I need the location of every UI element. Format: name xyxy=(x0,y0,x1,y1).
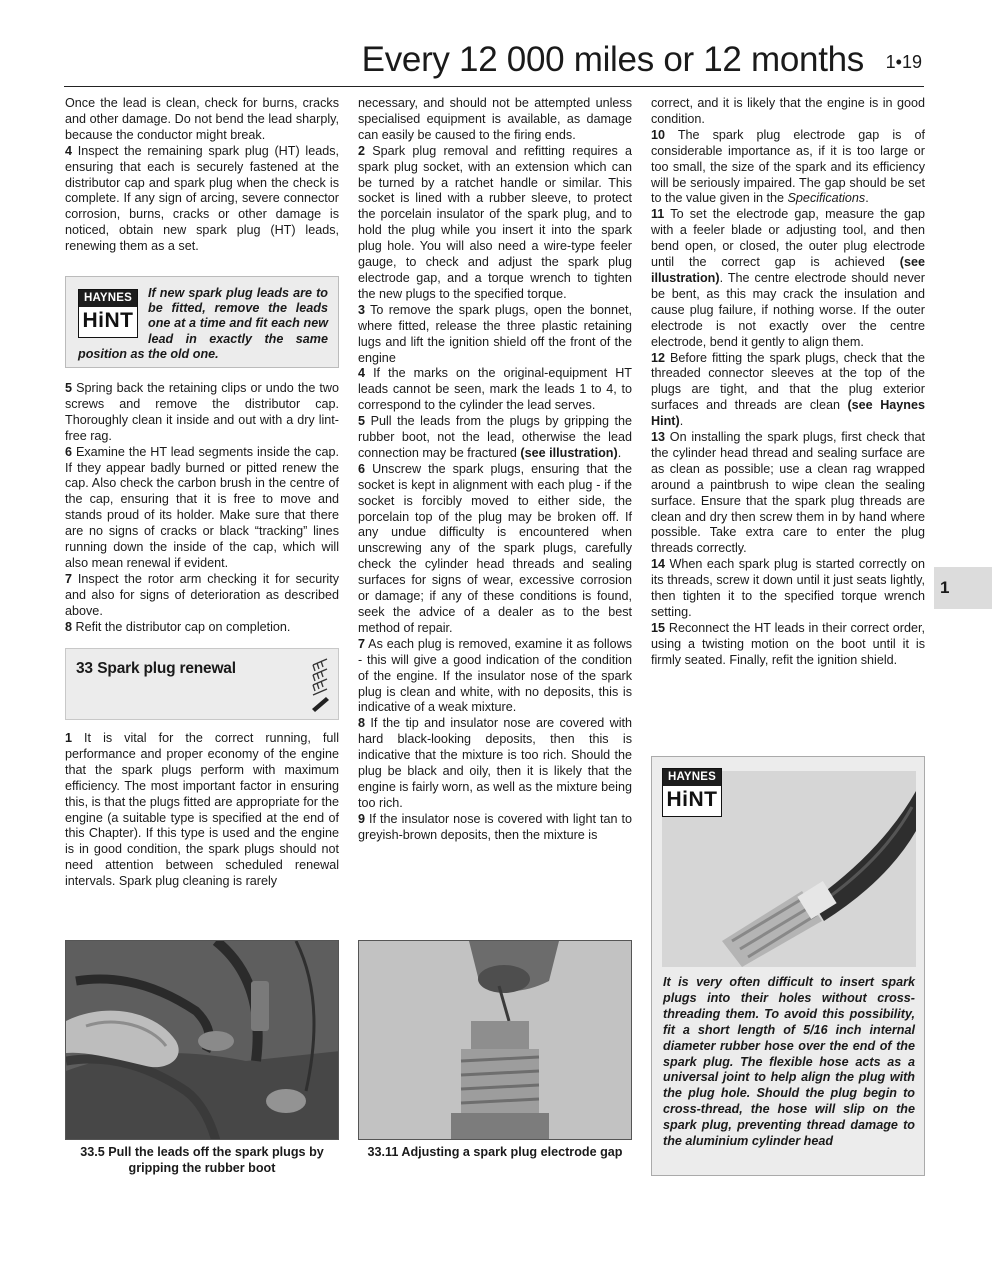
paragraph-text: It is vital for the correct running, full performance and proper economy of the engine that the spark plugs perform with maximum efficiency. The most important factor in ensuring this, is that the plugs fitted are appropriate for the engine (a suitable type is specified at the end of this Chapter). If this type is used and the engine is in good condition, the spark plugs should not need attention between scheduled renewal intervals. Spark plug cleaning is rarely xyxy=(65,731,339,889)
hint-logo-brand: HAYNES xyxy=(663,769,721,786)
paragraph-text: On installing the spark plugs, first check that the cylinder head thread and sealing surface are as clean as possible; use a clean rag wrapped around a paintbrush to wipe clean the sealing surface. Ensure that the spark plug threads are clean and dry then screw them in by hand where possible. Take extra care to enter the plug threads correctly. xyxy=(651,430,925,556)
column-1-middle xyxy=(65,381,339,636)
step-number: 5 xyxy=(358,414,366,429)
step-number: 7 xyxy=(358,636,366,651)
paragraph-text: The spark plug electrode gap is of considerable importance as, if it is too large or too small, the size of the spark and its efficiency will be seriously impaired. The gap should be set to the value given in the xyxy=(651,127,925,206)
step-number: 13 xyxy=(651,430,666,445)
hint-text: It is very often difficult to insert spark plugs into their holes without cross-threading them. To avoid this possibility, fit a short length of 5/16 inch internal diameter rubber hose over the end of the spark plug. The flexible hose acts as a universal joint to help align the plug with the plug hole. Should the plug begin to cross-thread, the hose will slip on the spark plug, preventing thread damage to the aluminium cylinder head xyxy=(663,975,915,1149)
step-number: 2 xyxy=(358,143,366,158)
paragraph-text: Unscrew the spark plugs, ensuring that the socket is kept in alignment with each plug - if the socket is forcibly moved to either side, the porcelain top of the plug may be broken off. If any undue difficulty is encountered when unscrewing any of the spark plugs, carefully check the cylinder head threads and sealing surfaces for signs of wear, excessive corrosion or damage; if any of these conditions is found, seek the advice of a dealer as to the best method of repair. xyxy=(358,461,632,635)
column-1-top xyxy=(65,96,339,255)
illustration-reference: (see illustration) xyxy=(520,445,618,460)
paragraph-text: Reconnect the HT leads in their correct order, using a twisting motion on the boot until it is firmly seated. Finally, refit the ignition shield. xyxy=(651,620,925,667)
page-header xyxy=(64,38,924,87)
page-title: Every 12 000 miles or 12 months xyxy=(361,40,864,79)
photo-electrode-gap xyxy=(358,940,632,1140)
haynes-hint-logo xyxy=(662,768,722,817)
hint-logo-word: HiNT xyxy=(666,788,718,811)
paragraph-text: correct, and it is likely that the engine is in good condition. xyxy=(651,96,925,126)
haynes-hint-panel xyxy=(651,756,925,1176)
section-title: Spark plug renewal xyxy=(97,660,236,677)
paragraph-text: If the marks on the original-equipment HT leads cannot be seen, mark the leads 1 to 4, to correspond to the cylinder the lead serves. xyxy=(358,366,632,413)
step-number: 8 xyxy=(358,716,366,731)
paragraph-4 xyxy=(65,144,339,255)
paragraph-text: . The centre electrode should never be bent, as this may crack the insulation and cause plug failure, if nothing worse. If the outer electrode is not exactly over the centre electrode, bend it gently to align them. xyxy=(651,270,925,349)
paragraph-5 xyxy=(65,381,339,445)
paragraph-text: Once the lead is clean, check for burns, cracks and other damage. Do not bend the lead sharply, because the conductor might break. xyxy=(65,96,339,142)
step-number: 5 xyxy=(65,381,73,395)
difficulty-spanner-icon xyxy=(309,657,333,713)
chapter-tab: 1 xyxy=(934,567,992,609)
paragraph-text: necessary, and should not be attempted unless specialised equipment is available, as damage can easily be caused to the firing ends. xyxy=(358,96,632,142)
haynes-hint-logo xyxy=(78,289,138,338)
page-number: 1•19 xyxy=(885,52,922,72)
step-number: 4 xyxy=(358,366,366,381)
step-number: 6 xyxy=(358,461,366,476)
paragraph-text: Refit the distributor cap on completion. xyxy=(75,619,291,634)
paragraph-text: . xyxy=(865,191,869,206)
step-number: 7 xyxy=(65,571,73,586)
column-3 xyxy=(651,96,925,669)
paragraph-text: To remove the spark plugs, open the bonnet, where fitted, release the three plastic retaining lugs and lift the ignition shield off the front of the engine xyxy=(358,302,632,365)
paragraph-continued xyxy=(651,96,925,128)
step-number: 14 xyxy=(651,557,666,572)
paragraph-text: Inspect the remaining spark plug (HT) leads, ensuring that each is securely fastened at the distributor cap and spark plug when the check is complete. If any sign of arcing, severe connector corrosion, burns, cracks or other damage is noticed, obtain new spark plug (HT) leads, renewing them as a set. xyxy=(65,143,340,254)
engine-leads-illustration xyxy=(66,941,339,1140)
paragraph-continued xyxy=(358,96,632,144)
paragraph-6 xyxy=(65,445,339,572)
step-number: 8 xyxy=(65,619,73,634)
hint-text: If new spark plug leads are to be fitted, remove the leads one at a time and fit each new lead in exactly the same position as the old one. xyxy=(78,286,328,361)
paragraph-11 xyxy=(651,207,925,350)
paragraph-text: Spring back the retaining clips or undo the two screws and remove the distributor cap. Thoroughly clean it inside and out with a dry lint-free rag. xyxy=(65,381,340,443)
paragraph-14 xyxy=(651,557,925,621)
paragraph-10 xyxy=(651,128,925,208)
figure-caption: 33.5 Pull the leads off the spark plugs by gripping the rubber boot xyxy=(80,1145,324,1175)
paragraph-text: To set the electrode gap, measure the gap with a feeler blade or adjusting tool, and then bend open, or closed, the outer plug electrode until the correct gap is achieved xyxy=(651,207,925,270)
paragraph-6 xyxy=(358,462,632,637)
hint-logo-brand: HAYNES xyxy=(79,290,137,307)
paragraph-12 xyxy=(651,351,925,431)
step-number: 6 xyxy=(65,444,73,459)
paragraph-1 xyxy=(65,731,339,890)
specifications-reference: Specifications xyxy=(787,191,866,206)
paragraph-text: Before fitting the spark plugs, check that the threaded connector sleeves at the top of the plugs are tight, and that the plug exterior surfaces and threads are clean xyxy=(651,350,925,413)
photo-pull-leads xyxy=(65,940,339,1140)
step-number: 9 xyxy=(358,811,366,826)
paragraph-3 xyxy=(358,303,632,367)
paragraph-7 xyxy=(358,637,632,717)
paragraph-2 xyxy=(358,144,632,303)
paragraph-text: Inspect the rotor arm checking it for security and also for signs of deterioration as described above. xyxy=(65,571,339,618)
step-number: 4 xyxy=(65,143,73,158)
paragraph-text: . xyxy=(679,414,684,429)
paragraph-15 xyxy=(651,621,925,669)
paragraph-8 xyxy=(358,716,632,811)
paragraph-5 xyxy=(358,414,632,462)
paragraph-text: When each spark plug is started correctly on its threads, screw it down until it just seats lightly, then tighten it to the specified torque wrench setting. xyxy=(651,557,925,619)
spark-plug-gap-illustration xyxy=(359,941,632,1140)
illustration-reference: (see illustration) xyxy=(651,255,925,285)
paragraph-4 xyxy=(358,366,632,414)
column-2 xyxy=(358,96,632,844)
paragraph-text: Examine the HT lead segments inside the cap. If they appear badly burned or pitted renew the cap. Also check the carbon brush in the centre of the cap, ensuring that it is free to move and stands proud of its holder. Make sure that there are no signs of cracks or black “tracking” lines running down the inside of the cap, which will also mean renewal if evident. xyxy=(65,444,340,570)
step-number: 12 xyxy=(651,350,666,365)
step-number: 11 xyxy=(651,207,665,222)
paragraph xyxy=(65,96,339,144)
step-number: 15 xyxy=(651,620,666,635)
hint-reference: (see Haynes Hint) xyxy=(651,398,926,429)
paragraph-text: . xyxy=(617,445,622,460)
haynes-hint-box xyxy=(65,276,339,368)
paragraph-text: If the insulator nose is covered with light tan to greyish-brown deposits, then the mixture is xyxy=(358,811,632,842)
paragraph-9 xyxy=(358,812,632,844)
column-1-bottom xyxy=(65,731,339,890)
step-number: 3 xyxy=(358,302,366,317)
paragraph-text: If the tip and insulator nose are covered with hard black-looking deposits, then this is indicative that the mixture is too rich. Should the plug be black and oily, then it is likely that the engine is fairly worn, as well as the mixture being too rich. xyxy=(358,716,633,810)
hint-logo-word: HiNT xyxy=(82,309,134,332)
section-number: 33 xyxy=(76,660,93,677)
section-heading-box xyxy=(65,648,339,720)
step-number: 1 xyxy=(65,731,73,745)
paragraph-7 xyxy=(65,572,339,620)
paragraph-text: Pull the leads from the plugs by gripping the rubber boot, not the lead, otherwise the lead connection may be fractured xyxy=(358,414,633,460)
paragraph-text: Spark plug removal and refitting requires a spark plug socket, with an extension which can be turned by a ratchet handle or similar. This socket is lined with a rubber sleeve, to protect the porcelain insulator of the spark plug, and to hold the plug while you insert it into the spark plug hole. You will also need a wire-type feeler gauge, to check and adjust the spark plug electrode gap, and a torque wrench to tighten the new plugs to the specified torque. xyxy=(358,143,633,301)
paragraph-8 xyxy=(65,620,339,636)
figure-caption: 33.11 Adjusting a spark plug electrode gap xyxy=(367,1145,623,1159)
step-number: 10 xyxy=(651,127,666,142)
paragraph-text: As each plug is removed, examine it as follows - this will give a good indication of the condition of the engine. If the insulator nose of the spark plug is clean and white, with no deposits, this is indicative of a weak mixture. xyxy=(358,636,633,715)
paragraph-13 xyxy=(651,430,925,557)
